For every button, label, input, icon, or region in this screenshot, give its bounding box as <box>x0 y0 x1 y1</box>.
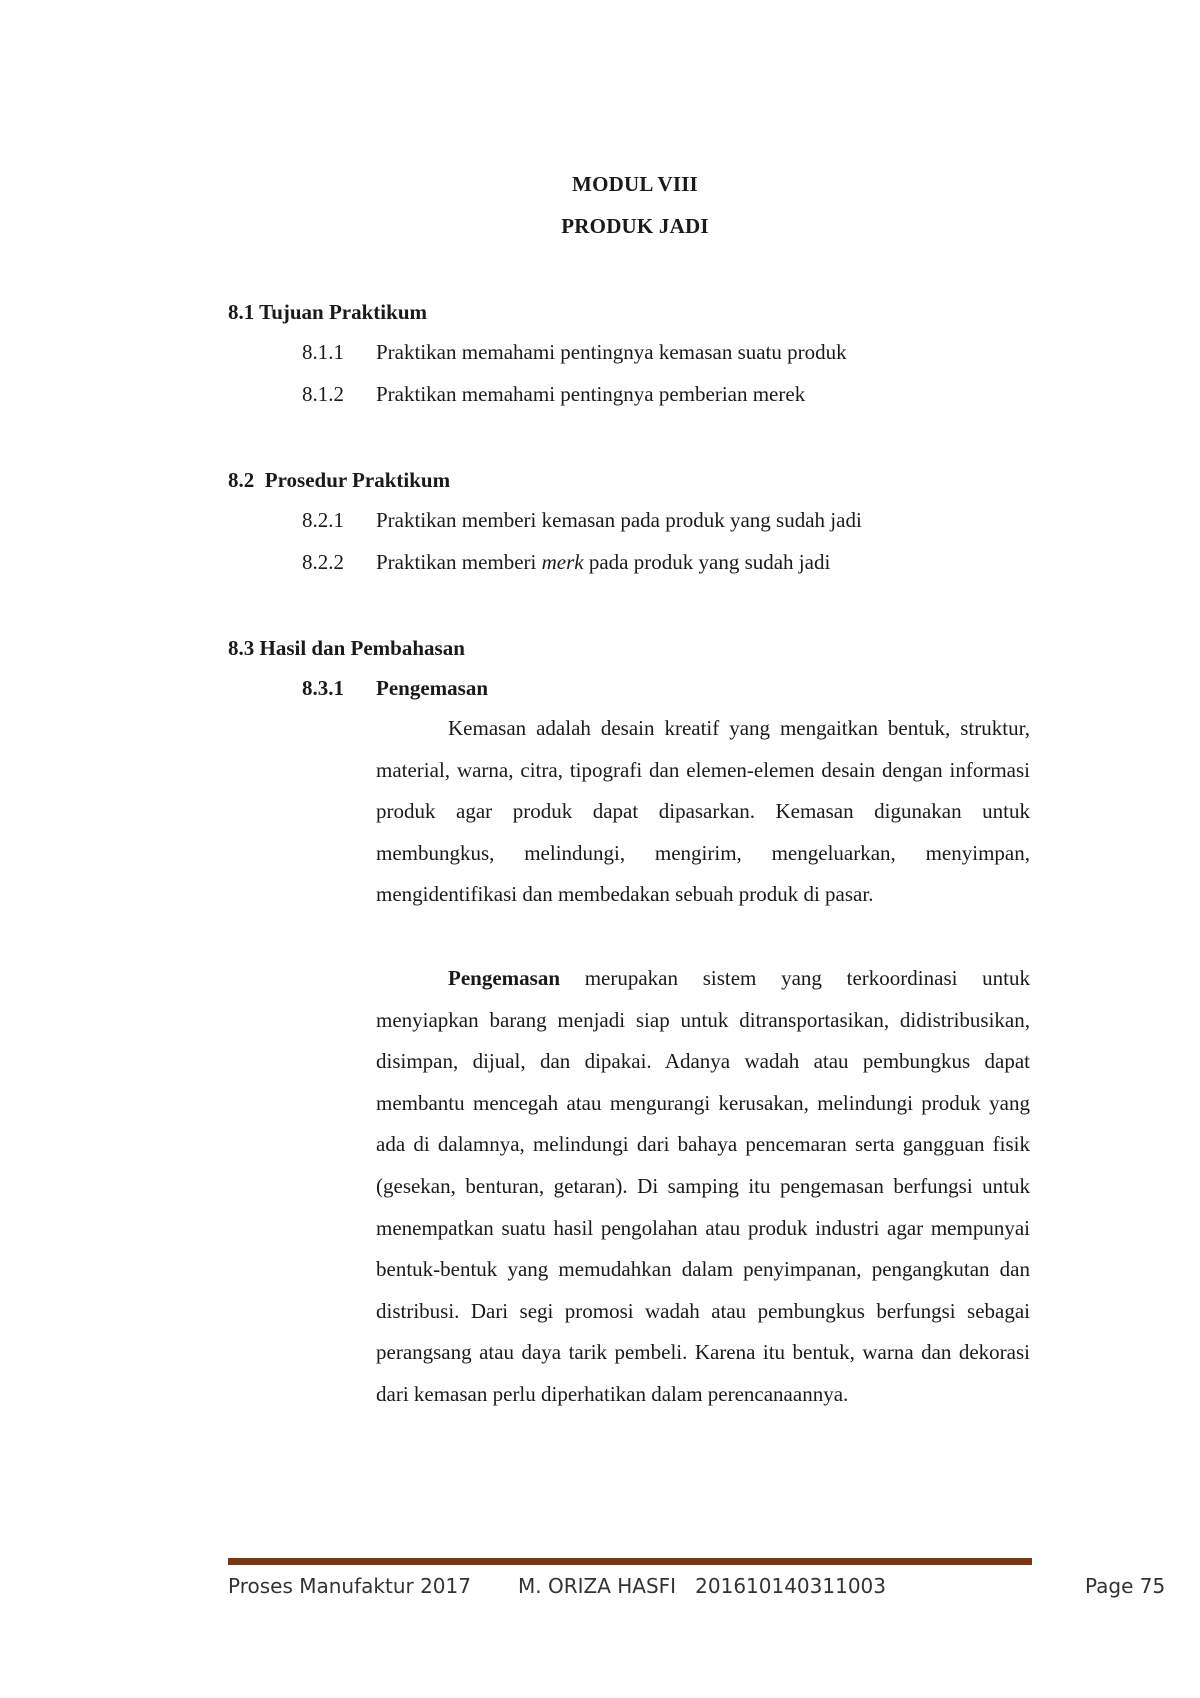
section-heading-tujuan: 8.1 Tujuan Praktikum <box>228 300 427 324</box>
footer-divider <box>228 1558 1032 1565</box>
section-heading-hasil: 8.3 Hasil dan Pembahasan <box>228 636 465 660</box>
paragraph-body: merupakan sistem yang terkoordinasi untuk menyiapkan barang menjadi siap untuk ditransportasikan, didistribusikan, disimpan, dijual, dan dipakai. Adanya wadah atau pembungkus dapat membantu mencegah atau mengurangi kerusakan, melindungi produk yang ada di dalamnya, melindungi dari bahaya pencemaran serta gangguan fisik (gesekan, benturan, getaran). Di samping itu pengemasan berfungsi untuk menempatkan suatu hasil pengolahan atau produk industri agar mempunyai bentuk-bentuk yang memudahkan dalam penyimpanan, pengangkutan dan distribusi. Dari segi promosi wadah atau pembungkus berfungsi sebagai perangsang atau daya tarik pembeli. Karena itu bentuk, warna dan dekorasi dari kemasan perlu diperhatikan dalam perencanaannya. <box>376 966 1030 1406</box>
item-text <box>376 550 830 575</box>
item-number: 8.2.1 <box>302 508 344 532</box>
list-item <box>302 340 847 365</box>
item-text-italic: merk <box>541 550 584 574</box>
section-heading-prosedur: 8.2 Prosedur Praktikum <box>228 468 451 492</box>
item-number: 8.1.1 <box>302 340 344 364</box>
list-item <box>302 508 862 533</box>
subsection-heading <box>302 676 488 701</box>
item-text: Praktikan memahami pentingnya pemberian merek <box>376 382 806 406</box>
footer-page-number: Page 75 <box>1085 1574 1166 1598</box>
paragraph-kemasan: Kemasan adalah desain kreatif yang mengaitkan bentuk, struktur, material, warna, citra, tipografi dan elemen-elemen desain dengan informasi produk agar produk dapat dipasarkan. Kemasan digunakan untuk membungkus, melindungi, mengirim, mengeluarkan, menyimpan, mengidentifikasi dan membedakan sebuah produk di pasar. <box>376 716 1030 907</box>
paragraph-pengemasan <box>376 958 1030 1416</box>
subsection-title: Pengemasan <box>376 676 488 700</box>
item-number: 8.2.2 <box>302 550 344 574</box>
module-subtitle: PRODUK JADI <box>561 214 709 238</box>
item-text-before: Praktikan memberi <box>376 550 542 574</box>
subsection-number: 8.3.1 <box>302 676 344 700</box>
item-number: 8.1.2 <box>302 382 344 406</box>
item-text: Praktikan memahami pentingnya kemasan suatu produk <box>376 340 847 364</box>
item-text: Praktikan memberi kemasan pada produk yang sudah jadi <box>376 508 862 532</box>
footer-course: Proses Manufaktur 2017 <box>228 1574 471 1598</box>
item-text-after: pada produk yang sudah jadi <box>583 550 831 574</box>
module-title: MODUL VIII <box>572 172 698 196</box>
footer-author: M. ORIZA HASFI 201610140311003 <box>518 1574 887 1598</box>
list-item <box>302 550 830 575</box>
paragraph-bold-lead: Pengemasan <box>448 966 560 990</box>
list-item <box>302 382 805 407</box>
